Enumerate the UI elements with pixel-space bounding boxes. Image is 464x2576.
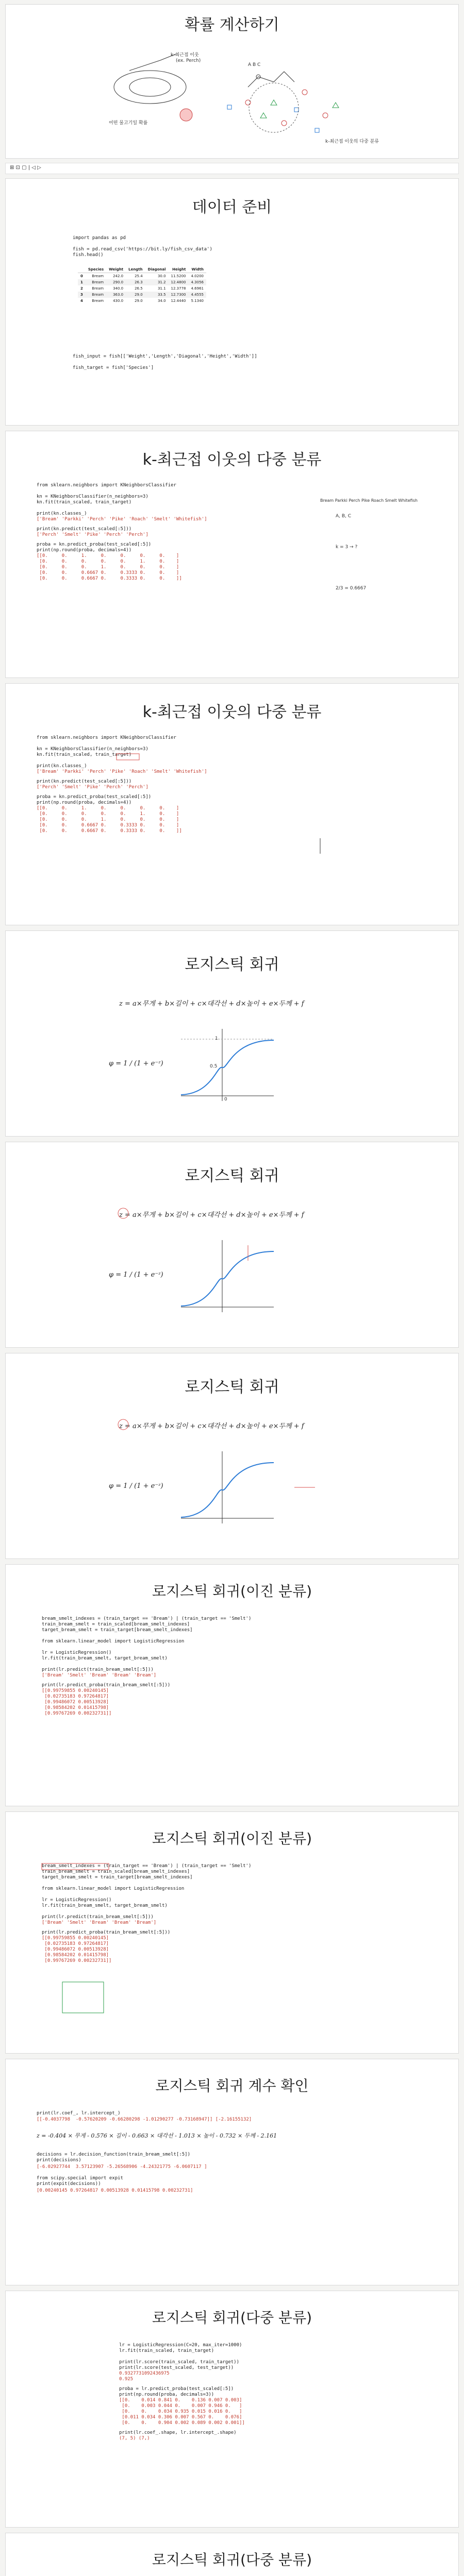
output-proba: [[0. 0. 1. 0. 0. 0. 0. ] [0. 0. 0. 0. 0. 1. 0. ] [0. 0. 0. 1. 0. 0. 0. ] [0. 0. 0.6667 0. 0.3333 0. 0. ] [0. 0. 0.6667 0. 0.3333 0. 0. ]]	[37, 553, 182, 581]
slide-title: 로지스틱 회귀	[185, 956, 279, 974]
note-fraction: 2/3 = 0.6667	[336, 586, 367, 591]
table-cell: Bream	[92, 286, 104, 291]
slide-title: 로지스틱 회귀(이진 분류)	[152, 1583, 312, 1600]
viewer-toolbar	[5, 163, 459, 174]
output-shape: (7, 5) (7,)	[119, 2436, 150, 2441]
slide-logistic	[5, 930, 459, 1137]
table-cell: 30.0	[157, 274, 166, 278]
table-cell: 4.4555	[188, 292, 206, 298]
knn-diagram	[6, 5, 459, 159]
output-expit: [0.00240145 0.97264817 0.00513928 0.01415798 0.00232731]	[37, 2188, 193, 2193]
code-read-csv: import pandas as pd fish = pd.read_csv('https://bit.ly/fish_csv_data') fish.head()	[73, 235, 212, 258]
toolbar-icons[interactable]: ⊞ ⊡ ▢ | ◁ ▷	[10, 165, 41, 171]
coef-formula: z = -0.404 × 무게 - 0.576 × 길이 - 0.663 × 대각선 - 1.013 × 높이 - 0.732 × 두께 - 2.161	[37, 2132, 277, 2139]
output-multi-proba: [[0. 0.014 0.841 0. 0.136 0.007 0.003] [0. 0.003 0.044 0. 0.007 0.946 0. ] [0. 0. 0.034 0.935 0.015 0.016 0. ] [0.011 0.034 0.306 0.007 0.567 0. 0.076] [0. 0. 0.904 0.002 0.089 0.002 0.001]]	[119, 2398, 245, 2426]
slide-coef	[5, 2059, 459, 2285]
output-binary-proba: [[0.99759855 0.00240145] [0.02735183 0.97264817] [0.99486072 0.00513928] [0.98584202 0.01415798] [0.99767269 0.00232731]]	[42, 1688, 112, 1716]
slide-binary-2	[5, 1811, 459, 2054]
table-cell: 31.2	[145, 279, 169, 285]
output-binary-proba: [[0.99759855 0.00240145] [0.02735183 0.97264817] [0.99486072 0.00513928] [0.98584202 0.01415798] [0.99767269 0.00232731]]	[42, 1936, 112, 1963]
code-binary: bream_smelt_indexes = (train_target == 'Bream') | (train_target == 'Smelt') train_bream_smelt = train_scaled[bream_smelt_indexes] target_bream_smelt = train_target[bream_smelt_indexes] from sklearn.linear_model import LogisticRegression lr = LogisticRegression() lr.fit(train_bream_smelt, target_bream_smelt) print(lr.predict(train_bream_smelt[:5]))	[42, 1616, 252, 1672]
table-cell: 4.3056	[188, 279, 206, 285]
table-cell: 12.3778	[171, 286, 186, 291]
note-knn: k-최근접 이웃	[171, 53, 199, 58]
note-classes: A B C	[248, 62, 261, 67]
linear-formula: z = a×무게 + b×길이 + c×대각선 + d×높이 + e×두께 + f	[119, 1000, 304, 1008]
table-cell: 11.5200	[171, 274, 186, 278]
sigmoid-formula: φ = 1 / (1 + e⁻ᶻ)	[109, 1482, 163, 1490]
annotation-marks	[6, 1812, 459, 2054]
slide-knn-multiclass	[5, 431, 459, 678]
tick-one: 1	[215, 1036, 218, 1041]
fish-head-table	[78, 266, 206, 304]
output-classes: ['Bream' 'Parkki' 'Perch' 'Pike' 'Roach' 'Smelt' 'Whitefish']	[37, 769, 207, 774]
code-binary-proba: print(lr.predict_proba(train_bream_smelt[:5]))	[42, 1683, 171, 1688]
table-header-cell: Height	[169, 266, 189, 273]
table-cell: Bream	[92, 274, 104, 278]
slide-title: 로지스틱 회귀(이진 분류)	[152, 1830, 312, 1847]
output-score: 0.9327731092436975 0.925	[119, 2371, 170, 2382]
output-binary-predict: ['Bream' 'Smelt' 'Bream' 'Bream' 'Bream']	[42, 1920, 157, 1925]
slide-data-prep	[5, 178, 459, 426]
table-row	[78, 279, 206, 285]
slide-probability	[5, 4, 459, 159]
table-cell: 4.6961	[191, 286, 204, 291]
table-cell: 29.0	[126, 292, 145, 298]
table-row	[78, 273, 206, 280]
table-cell: 3	[78, 292, 86, 298]
slide-title: 로지스틱 회귀(다중 분류)	[152, 2309, 312, 2326]
code-knn: from sklearn.neighbors import KNeighborsClassifier kn = KNeighborsClassifier(n_neighbors=3) kn.fit(train_scaled, train_target) print(kn.classes_)	[37, 483, 176, 516]
note-species: Bream Parkki Perch Pike Roach Smelt Whitefish	[320, 498, 418, 503]
slide-knn-multiclass-2	[5, 683, 459, 925]
table-row	[78, 285, 206, 292]
sigmoid-formula: φ = 1 / (1 + e⁻ᶻ)	[109, 1060, 163, 1067]
table-cell: Bream	[92, 299, 104, 303]
slide-logistic-2	[5, 1142, 459, 1348]
slide-title: k-최근접 이웃의 다중 분류	[142, 703, 322, 721]
slide-title: k-최근접 이웃의 다중 분류	[142, 451, 322, 469]
table-cell: 31.1	[157, 286, 166, 291]
table-cell: 26.5	[135, 286, 143, 291]
code-predict: print(kn.predict(test_scaled[:5]))	[37, 779, 132, 784]
code-multi-proba: proba = lr.predict_proba(test_scaled[:5]) print(np.round(proba, decimals=3))	[119, 2386, 234, 2397]
table-cell: 1	[78, 279, 86, 285]
note-abc: A, B, C	[336, 514, 352, 519]
slide-binary	[5, 1564, 459, 1806]
table-cell: 26.3	[126, 279, 145, 285]
note-probability: 어떤 물고기일 확률	[109, 121, 148, 126]
table-cell: 5.1340	[191, 299, 204, 303]
code-coef: print(lr.coef_, lr.intercept_)	[37, 2111, 121, 2116]
slide-title: 로지스틱 회귀 계수 확인	[155, 2077, 309, 2094]
table-cell: 12.4800	[169, 279, 189, 285]
slide-logistic-3	[5, 1353, 459, 1559]
code-proba: proba = kn.predict_proba(test_scaled[:5]) print(np.round(proba, decimals=4))	[37, 542, 152, 553]
note-k3: k = 3 → ?	[336, 545, 358, 550]
output-proba: [[0. 0. 1. 0. 0. 0. 0. ] [0. 0. 0. 0. 0. 1. 0. ] [0. 0. 0. 1. 0. 0. 0. ] [0. 0. 0.6667 0. 0.3333 0. 0. ] [0. 0. 0.6667 0. 0.3333 0. 0. ]]	[37, 806, 182, 834]
output-predict: ['Perch' 'Smelt' 'Pike' 'Perch' 'Perch']	[37, 532, 148, 537]
table-cell: 34.0	[157, 299, 166, 303]
table-cell: 12.7300	[169, 292, 189, 298]
code-binary: bream_smelt_indexes = (train_target == 'Bream') | (train_target == 'Smelt') train_bream_smelt = train_scaled[bream_smelt_indexes] target_bream_smelt = train_target[bream_smelt_indexes] from sklearn.linear_model import LogisticRegression lr = LogisticRegression() lr.fit(train_bream_smelt, target_bream_smelt) print(lr.predict(train_bream_smelt[:5]))	[42, 1863, 252, 1920]
table-header-cell: Species	[86, 266, 106, 273]
table-header-cell: Weight	[106, 266, 126, 273]
table-cell: 340.0	[113, 286, 124, 291]
code-shape: print(lr.coef_.shape, lr.intercept_.shape)	[119, 2430, 237, 2435]
note-multiclass: k-최근접 이웃의 다중 분류	[325, 139, 379, 144]
slide-title: 로지스틱 회귀	[185, 1378, 279, 1396]
table-cell: 12.4440	[171, 299, 186, 303]
table-cell: 29.0	[135, 299, 143, 303]
table-cell: 4	[80, 299, 83, 303]
sigmoid-curve	[6, 931, 459, 1137]
table-cell: Bream	[86, 292, 106, 298]
table-cell: 0	[80, 274, 83, 278]
sigmoid-formula: φ = 1 / (1 + e⁻ᶻ)	[109, 1271, 163, 1279]
code-binary-proba: print(lr.predict_proba(train_bream_smelt[:5]))	[42, 1930, 171, 1935]
slide-multiclass-2	[5, 2533, 459, 2576]
table-cell: 2	[80, 286, 83, 291]
output-classes: ['Bream' 'Parkki' 'Perch' 'Pike' 'Roach' 'Smelt' 'Whitefish']	[37, 517, 207, 522]
table-cell: 33.5	[145, 292, 169, 298]
code-decision: decisions = lr.decision_function(train_bream_smelt[:5]) print(decisions)	[37, 2152, 191, 2163]
code-knn: from sklearn.neighbors import KNeighborsClassifier kn = KNeighborsClassifier(n_neighbors=3) kn.fit(train_scaled, train_target) print(kn.classes_)	[37, 735, 176, 769]
table-cell: 242.0	[113, 274, 124, 278]
sigmoid-curve	[6, 1142, 459, 1348]
table-cell: 4.0200	[191, 274, 204, 278]
output-coef: [[-0.4037798 -0.57620209 -0.66280298 -1.01290277 -0.73168947]] [-2.16155132]	[37, 2117, 252, 2122]
slide-title: 데이터 준비	[192, 198, 272, 216]
output-binary-predict: ['Bream' 'Smelt' 'Bream' 'Bream' 'Bream']	[42, 1673, 157, 1678]
tick-zero: 0	[224, 1097, 227, 1102]
tick-half: 0.5	[210, 1064, 218, 1069]
table-cell: 25.4	[135, 274, 143, 278]
code-predict: print(kn.predict(test_scaled[:5]))	[37, 527, 132, 532]
table-header-cell	[78, 266, 86, 273]
table-cell: 363.0	[106, 292, 126, 298]
sigmoid-curve	[6, 1353, 459, 1559]
annotation-marks	[6, 684, 459, 925]
output-predict: ['Perch' 'Smelt' 'Pike' 'Perch' 'Perch']	[37, 785, 148, 790]
code-expit: from scipy.special import expit print(expit(decisions))	[37, 2176, 123, 2187]
output-decision: [-6.02927744 3.57123907 -5.26568906 -4.24321775 -6.0607117 ]	[37, 2164, 207, 2170]
code-input-target: fish_input = fish[['Weight','Length','Diagonal','Height','Width']] fish_target = fish['Species']	[73, 354, 257, 370]
table-header-cell: Diagonal	[145, 266, 169, 273]
linear-formula: z = a×무게 + b×길이 + c×대각선 + d×높이 + e×두께 + f	[119, 1211, 304, 1219]
linear-formula: z = a×무게 + b×길이 + c×대각선 + d×높이 + e×두께 + f	[119, 1422, 304, 1430]
code-lr-multi: lr = LogisticRegression(C=20, max_iter=1000) lr.fit(train_scaled, train_target) print(lr.score(train_scaled, train_target)) print(lr.score(test_scaled, test_target))	[119, 2343, 242, 2370]
table-header-cell: Length	[126, 266, 145, 273]
code-proba: proba = kn.predict_proba(test_scaled[:5]) print(np.round(proba, decimals=4))	[37, 794, 152, 805]
table-row	[78, 298, 206, 304]
slide-title: 로지스틱 회귀	[185, 1167, 279, 1185]
annotation-marks	[6, 2533, 459, 2576]
table-cell: 290.0	[106, 279, 126, 285]
slide-title: 확률 계산하기	[185, 16, 279, 34]
table-row	[78, 292, 206, 298]
slide-multiclass	[5, 2291, 459, 2528]
slide-title: 로지스틱 회귀(다중 분류)	[152, 2551, 312, 2568]
table-cell: Bream	[86, 279, 106, 285]
note-example: (ex. Perch)	[176, 58, 201, 63]
table-header-cell: Width	[188, 266, 206, 273]
table-cell: 430.0	[113, 299, 124, 303]
